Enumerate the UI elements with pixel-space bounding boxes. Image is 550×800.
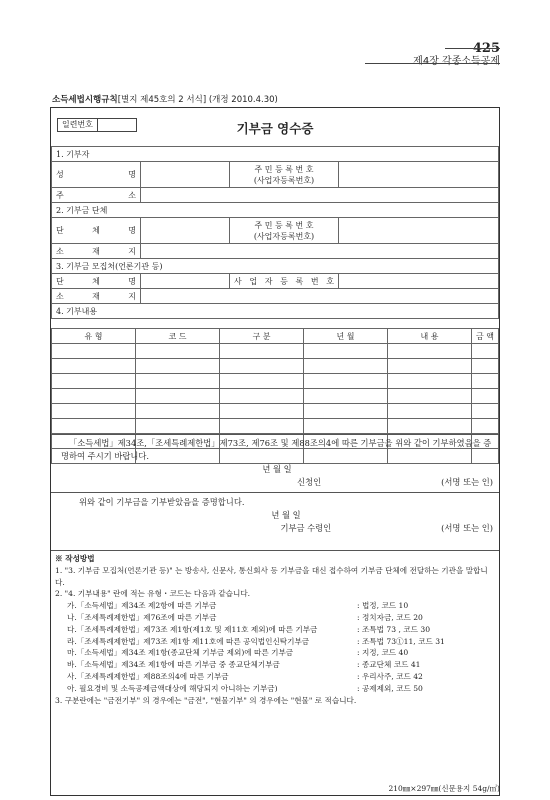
org-name-field[interactable]	[141, 218, 230, 244]
donor-section	[51, 146, 499, 319]
section-heading: 2. 기부금 단체	[52, 203, 499, 218]
certification-statement	[51, 492, 499, 535]
org-id-label: 주 민 등 록 번 호 (사업자등록번호)	[230, 218, 339, 244]
section-heading: 4. 기부내용	[52, 304, 499, 319]
code-row: 가.「소득세법」제34조 제2항에 따른 기부금 : 법정, 코드 10	[67, 601, 409, 611]
code-row: 바.「소득세법」제34조 제1항에 따른 기부금 중 종교단체기부금 : 종교단체 코드 41	[67, 660, 421, 670]
org-name-label: 단 체 명	[52, 218, 141, 244]
collector-bizno-label: 사 업 자 등 록 번 호	[230, 274, 339, 289]
org-location-field[interactable]	[141, 244, 499, 259]
code-row: 사.「조세특례제한법」제88조의4에 따른 기부금 : 우리사주, 코드 42	[67, 671, 423, 681]
column-header: 구 분	[220, 329, 304, 344]
certification-date: 년 월 일	[271, 510, 301, 520]
column-header: 금 액	[472, 329, 499, 344]
collector-location-label: 소 재 지	[52, 289, 141, 304]
paper-spec: 210㎜×297㎜(신문용지 54g/㎡)	[388, 784, 500, 793]
title-area	[51, 108, 499, 147]
donor-address-label: 주 소	[52, 188, 141, 203]
code-row: 다.「조세특례제한법」제73조 제1항(제1호 및 제11호 제외)에 따른 기부금 : 조특법 73 , 코드 30	[67, 624, 431, 634]
code-row: 라.「조세특례제한법」제73조 제1항 제11호에 따른 공익법인신탁기부금 : 조특법 73①11, 코드 31	[67, 636, 445, 646]
sign-label: (서명 또는 인)	[441, 477, 493, 487]
request-statement	[51, 434, 499, 489]
header-rule	[445, 48, 500, 49]
column-header: 유 형	[52, 329, 136, 344]
collector-name-field[interactable]	[141, 274, 230, 289]
rule-title: 소득세법시행규칙[별지 제45호의 2 서식] (개정 2010.4.30)	[52, 95, 278, 105]
instruction-item: 1. "3. 기부금 모집처(언론기관 등)" 는 방송사, 신문사, 통신회사 등 기부금을 대신 접수하여 기부금 단체에 전달하는 기관을 말합니다.	[55, 565, 488, 587]
collector-location-field[interactable]	[141, 289, 499, 304]
instructions	[51, 550, 499, 706]
table-row	[52, 344, 499, 359]
donor-address-field[interactable]	[141, 188, 499, 203]
sign-label: (서명 또는 인)	[441, 523, 493, 533]
table-row	[52, 419, 499, 434]
form-title: 기부금 영수증	[236, 121, 314, 136]
collector-name-label: 단 체 명	[52, 274, 141, 289]
table-row	[52, 389, 499, 404]
code-row: 아. 필요경비 및 소득공제금액대상에 해당되지 아니하는 기부금) : 공제제외, 코드 50	[67, 683, 423, 693]
table-row	[52, 374, 499, 389]
instruction-item: 3. 구분란에는 "금전기부" 의 경우에는 "금전", "현물기부" 의 경우에는 "현물" 로 적습니다.	[55, 695, 357, 705]
certification-text: 위와 같이 기부금을 기부받았음을 증명합니다.	[79, 497, 245, 507]
donor-name-label: 성 명	[52, 162, 141, 188]
collector-bizno-field[interactable]	[339, 274, 499, 289]
donor-name-field[interactable]	[141, 162, 230, 188]
serial-number-box: 일련번호	[57, 118, 137, 132]
section-heading: 1. 기부자	[52, 147, 499, 162]
page-number: 425	[472, 41, 500, 56]
org-id-field[interactable]	[339, 218, 499, 244]
column-header: 코 드	[136, 329, 220, 344]
receipt-form	[50, 107, 500, 796]
chapter-title: 제4장 각종소득공제	[413, 56, 500, 67]
org-location-label: 소 재 지	[52, 244, 141, 259]
donor-id-label: 주 민 등 록 번 호 (사업자등록번호)	[230, 162, 339, 188]
code-row: 마.「소득세법」제34조 제1항(종교단체 기부금 제외)에 따른 기부금 : 지정, 코드 40	[67, 648, 409, 658]
recipient-label: 기부금 수령인	[280, 523, 332, 533]
column-header: 년 월	[304, 329, 388, 344]
donor-id-field[interactable]	[339, 162, 499, 188]
table-row	[52, 404, 499, 419]
request-text: 「소득세법」제34조,「조세특례제한법」제73조, 제76조 및 제88조의4에 따른 기부금을 위와 같이 기부하였음을 증명하여 주시기 바랍니다.	[61, 438, 492, 461]
applicant-label: 신청인	[297, 477, 322, 487]
table-row	[52, 359, 499, 374]
instructions-title: ※ 작성방법	[55, 554, 95, 563]
section-heading: 3. 기부금 모집처(언론기관 등)	[52, 259, 499, 274]
request-date: 년 월 일	[262, 464, 292, 474]
code-row: 나.「조세특례제한법」제76조에 따른 기부금 : 정치자금, 코드 20	[67, 612, 423, 622]
instruction-item: 2. "4. 기부내용" 란에 적는 유형・코드는 다음과 같습니다.	[55, 589, 251, 599]
column-header: 내 용	[388, 329, 472, 344]
header-rule	[365, 63, 500, 64]
